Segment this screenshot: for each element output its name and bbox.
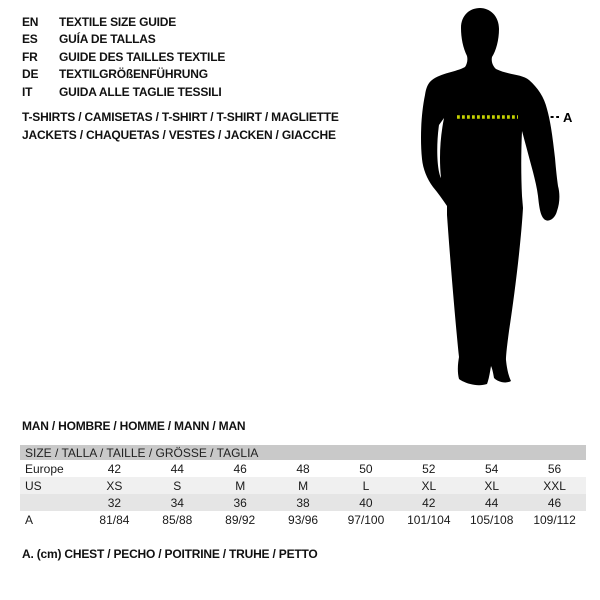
table-row-inches: [20, 494, 586, 511]
size-cell: 44: [485, 495, 499, 510]
size-cell: 42: [107, 461, 122, 476]
size-cell: 44: [170, 461, 184, 476]
size-cell: 40: [359, 495, 373, 510]
size-cell: 101/104: [407, 512, 451, 527]
size-cell: 54: [485, 461, 499, 476]
size-cell: 46: [547, 495, 562, 510]
size-cell: XS: [106, 478, 123, 493]
size-table: [20, 445, 586, 528]
size-cell: 52: [422, 461, 436, 476]
row-label: US: [25, 478, 42, 493]
size-table-header: SIZE / TALLA / TAILLE / GRÖSSE / TAGLIA: [20, 445, 586, 460]
man-silhouette-svg: [395, 0, 600, 400]
section-title-man: MAN / HOMBRE / HOMME / MANN / MAN: [22, 419, 246, 433]
size-cell: 85/88: [162, 512, 193, 527]
size-cell: 46: [233, 461, 247, 476]
size-cell: M: [298, 478, 309, 493]
table-row-europe: [20, 460, 586, 477]
size-cell: 32: [107, 495, 122, 510]
size-cell: 36: [233, 495, 247, 510]
row-label: Europe: [25, 461, 64, 476]
size-cell: 38: [296, 495, 310, 510]
size-cell: 34: [170, 495, 184, 510]
language-code: FR: [22, 49, 38, 64]
row-label: A: [25, 512, 34, 527]
size-cell: 109/112: [533, 512, 576, 527]
language-code: IT: [22, 84, 33, 99]
language-code: ES: [22, 32, 38, 47]
size-cell: S: [173, 478, 182, 493]
size-cell: M: [235, 478, 246, 493]
size-cell: XL: [421, 478, 437, 493]
language-code: DE: [22, 67, 39, 82]
size-cell: 56: [547, 461, 562, 476]
table-row-us: [20, 477, 586, 494]
language-code: EN: [22, 14, 39, 29]
garment-categories: [22, 108, 339, 144]
language-label: TEXTILGRÖßENFÜHRUNG: [59, 67, 208, 82]
size-cell: 50: [359, 461, 373, 476]
language-row: [22, 48, 225, 66]
language-label: GUIDA ALLE TAGLIE TESSILI: [59, 84, 222, 99]
size-cell: 81/84: [99, 512, 130, 527]
size-cell: 89/92: [225, 512, 256, 527]
size-cell: 97/100: [347, 512, 385, 527]
size-cell: L: [362, 478, 370, 493]
language-row: [22, 31, 225, 49]
man-silhouette: [421, 8, 559, 385]
language-label: GUIDE DES TAILLES TEXTILE: [59, 49, 226, 64]
language-label: TEXTILE SIZE GUIDE: [59, 14, 177, 29]
language-row: [22, 83, 225, 101]
language-row: [22, 66, 225, 84]
category-line-tshirts: T-SHIRTS / CAMISETAS / T-SHIRT / T-SHIRT / MAGLIETTE: [22, 110, 339, 124]
size-cell: XL: [484, 478, 500, 493]
language-row: [22, 13, 225, 31]
language-label: GUÍA DE TALLAS: [59, 32, 156, 47]
language-guide: [22, 13, 225, 101]
size-cell: 48: [296, 461, 310, 476]
category-line-jackets: JACKETS / CHAQUETAS / VESTES / JACKEN / GIACCHE: [22, 128, 336, 142]
table-row-chest-a: [20, 511, 586, 528]
size-cell: 93/96: [288, 512, 319, 527]
size-cell: 105/108: [469, 512, 514, 527]
chest-footnote: A. (cm) CHEST / PECHO / POITRINE / TRUHE / PETTO: [22, 547, 318, 561]
size-cell: XXL: [543, 478, 566, 493]
man-silhouette-figure: [395, 0, 600, 400]
measurement-label-a: A: [563, 110, 573, 125]
size-cell: 42: [422, 495, 436, 510]
